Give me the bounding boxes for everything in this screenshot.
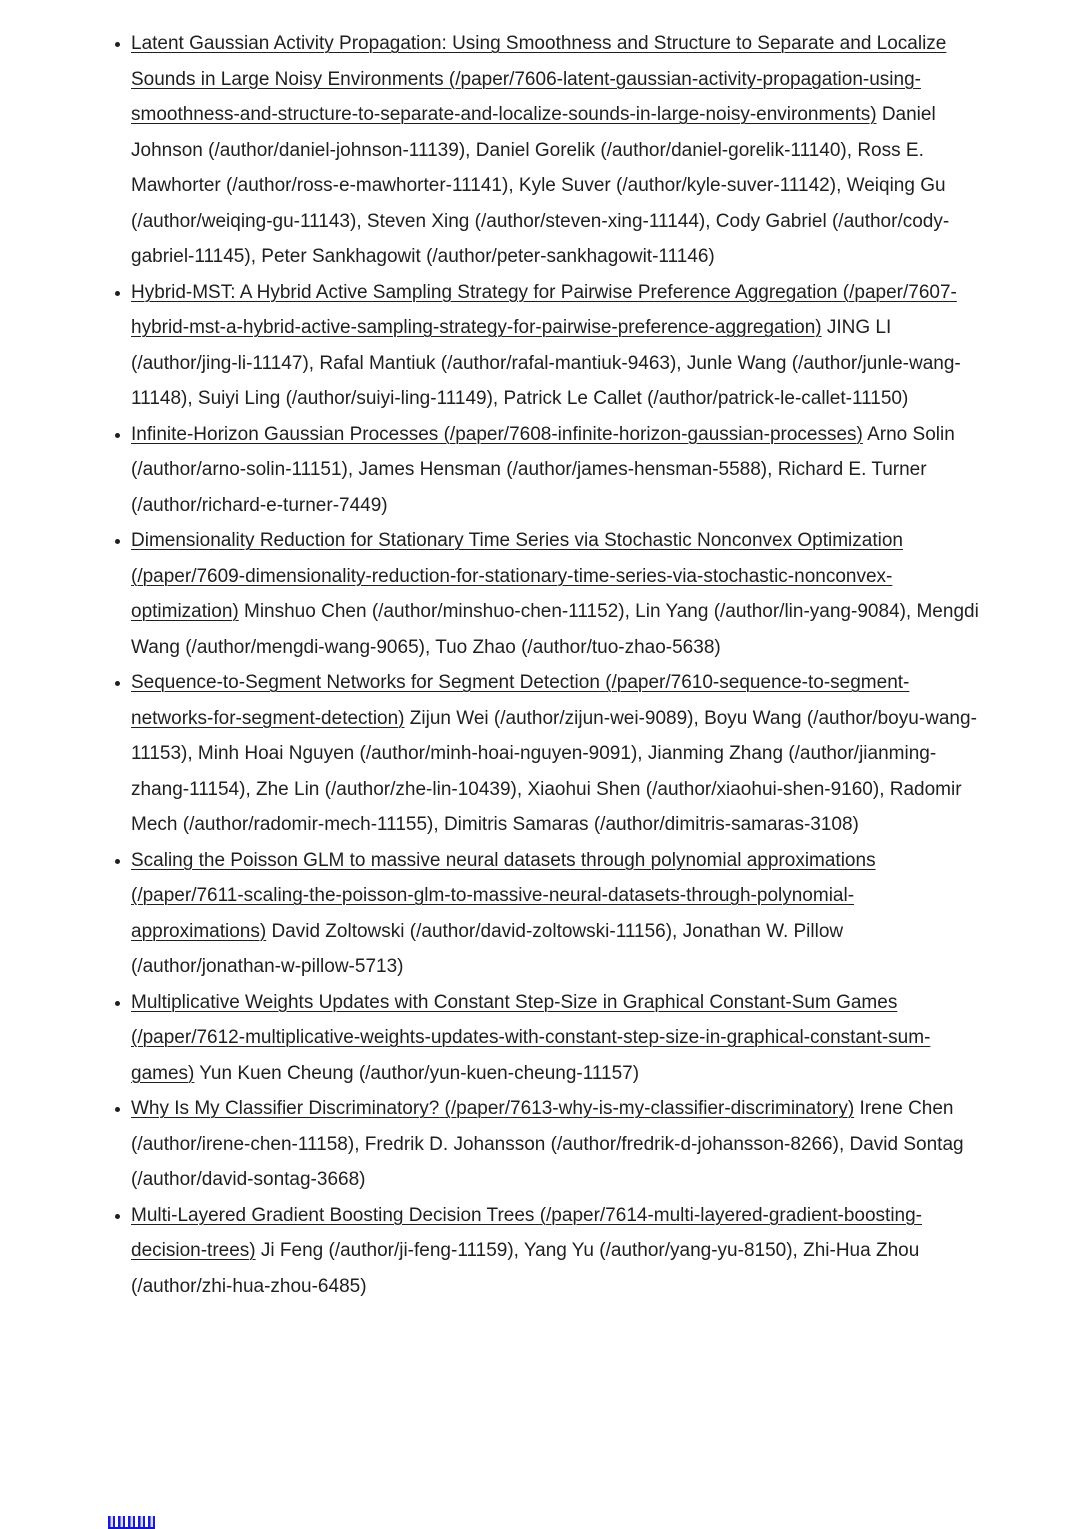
paper-url: (/paper/7606-latent-gaussian-activity-propagation-using-smoothness-and-structure-to-separate-and-localize-sounds-in-large-noisy-environments) <box>131 68 921 125</box>
paper-title-link[interactable] <box>131 33 946 125</box>
author-name: Radomir Mech <box>131 778 962 835</box>
author-name: Ji Feng <box>260 1240 324 1261</box>
author-url: (/author/zhi-hua-zhou-6485) <box>131 1275 367 1297</box>
author-name: Suiyi Ling <box>197 388 281 409</box>
author-url: (/author/david-sontag-3668) <box>131 1169 366 1190</box>
author-url: (/author/zhe-lin-10439) <box>324 778 517 800</box>
author-name: Zijun Wei <box>409 707 489 729</box>
author-name: Peter Sankhagowit <box>261 246 421 267</box>
author-link[interactable] <box>198 388 493 409</box>
author-url: (/author/tuo-zhao-5638) <box>521 636 721 658</box>
paper-url: (/paper/7607-hybrid-mst-a-hybrid-active-sampling-strategy-for-pairwise-preference-aggregation) <box>131 281 957 338</box>
author-url: (/author/richard-e-turner-7449) <box>131 494 388 516</box>
author-link[interactable] <box>410 708 694 729</box>
author-name: Minh Hoai Nguyen <box>197 743 355 764</box>
paper-title: Dimensionality Reduction for Stationary Time Series via Stochastic Nonconvex Optimization <box>131 530 903 551</box>
paper-list-item <box>131 985 985 1092</box>
author-link[interactable] <box>244 601 625 622</box>
author-name: Tuo Zhao <box>435 636 516 658</box>
paper-url: (/paper/7608-infinite-horizon-gaussian-processes) <box>443 423 863 445</box>
author-link[interactable] <box>261 246 714 267</box>
author-link[interactable] <box>358 459 767 480</box>
paper-title: Multi-Layered Gradient Boosting Decision Trees <box>131 1204 535 1226</box>
author-name: Kyle Suver <box>518 175 611 196</box>
author-name: Minshuo Chen <box>244 601 367 622</box>
author-name: Rafal Mantiuk <box>319 352 436 374</box>
author-url: (/author/david-zoltowski-11156) <box>409 920 673 942</box>
paper-list-item: • Infinite-Horizon Gaussian Processes (/paper/7608-infinite-horizon-gaussian-processes) Arno Solin (/author/arno-solin-11151), James Hensman (/author/james-hensman-5588), Richard E. Turner (/author/richard-e-turner-7449) <box>131 417 985 524</box>
paper-title: Sequence-to-Segment Networks for Segment Detection <box>131 672 600 693</box>
author-link[interactable] <box>503 388 908 409</box>
author-link[interactable] <box>271 921 672 942</box>
author-url: (/author/daniel-gorelik-11140) <box>600 139 847 161</box>
paper-url: (/paper/7609-dimensionality-reduction-for-stationary-time-series-via-stochastic-nonconvex-optimization) <box>131 565 893 622</box>
author-link[interactable] <box>476 140 847 161</box>
author-url: (/author/peter-sankhagowit-11146) <box>426 246 715 267</box>
author-url: (/author/steven-xing-11144) <box>474 210 706 232</box>
author-name: Ross E. Mawhorter <box>131 139 924 196</box>
author-url: (/author/mengdi-wang-9065) <box>185 636 425 658</box>
paper-title: Infinite-Horizon Gaussian Processes <box>131 423 439 445</box>
author-url: (/author/patrick-le-callet-11150) <box>647 388 909 409</box>
author-link[interactable] <box>199 1063 639 1084</box>
author-link[interactable] <box>256 779 517 800</box>
author-name: Irene Chen <box>859 1098 954 1119</box>
author-url: (/author/james-hensman-5588) <box>506 459 768 480</box>
author-url: (/author/yang-yu-8150) <box>599 1240 793 1261</box>
author-name: Daniel Gorelik <box>475 139 596 161</box>
author-name: Daniel Johnson <box>131 104 936 161</box>
author-link[interactable] <box>524 1240 793 1261</box>
paper-url: (/paper/7610-sequence-to-segment-networks-for-segment-detection) <box>131 672 910 729</box>
paper-url: (/paper/7612-multiplicative-weights-updates-with-constant-step-size-in-graphical-constant-sum-games) <box>131 1027 931 1084</box>
author-name: Junle Wang <box>686 352 787 374</box>
author-name: Xiaohui Shen <box>527 778 641 800</box>
author-url: (/author/xiaohui-shen-9160) <box>645 778 880 800</box>
author-url: (/author/suiyi-ling-11149) <box>285 388 493 409</box>
author-link[interactable] <box>635 601 906 622</box>
author-url: (/author/irene-chen-11158) <box>131 1133 355 1155</box>
author-name: Weiqing Gu <box>846 175 946 196</box>
author-link[interactable] <box>444 814 859 835</box>
author-url: (/author/lin-yang-9084) <box>713 601 906 622</box>
author-name: Yun Kuen Cheung <box>199 1062 354 1084</box>
author-name: Yang Yu <box>523 1240 594 1261</box>
author-name: Fredrik D. Johansson <box>364 1133 546 1155</box>
author-name: Cody Gabriel <box>715 210 827 232</box>
paper-url: (/paper/7611-scaling-the-poisson-glm-to-massive-neural-datasets-through-polynomial-approximations) <box>131 885 855 942</box>
paper-list-item: • Why Is My Classifier Discriminatory? (/paper/7613-why-is-my-classifier-discriminatory) Irene Chen (/author/irene-chen-11158), Fredrik D. Johansson (/author/fredrik-d-johansson-8266), David Sontag (/author/david-sontag-3668) <box>131 1091 985 1198</box>
author-link[interactable] <box>261 1240 514 1261</box>
author-url: (/author/ross-e-mawhorter-11141) <box>226 175 509 196</box>
paper-list-item: • Hybrid-MST: A Hybrid Active Sampling Strategy for Pairwise Preference Aggregation (/paper/7607-hybrid-mst-a-hybrid-active-sampling-strategy-for-pairwise-preference-aggregation) JING LI (/author/jing-li-11147), Rafal Mantiuk (/author/rafal-mantiuk-9463), Junle Wang (/author/junle-wang-11148), Suiyi Ling (/author/suiyi-ling-11149), Patrick Le Callet (/author/patrick-le-callet-11150) <box>131 275 985 417</box>
paper-title: Scaling the Poisson GLM to massive neural datasets through polynomial approximations <box>131 849 876 871</box>
author-url: (/author/boyu-wang-11153) <box>131 707 977 764</box>
paper-title-link[interactable] <box>131 424 863 445</box>
paper-title: Latent Gaussian Activity Propagation: Using Smoothness and Structure to Separate and Localize Sounds in Large Noisy Environments <box>131 33 947 90</box>
author-url: (/author/jing-li-11147) <box>131 352 309 374</box>
author-url: (/author/yun-kuen-cheung-11157) <box>358 1062 640 1084</box>
paper-title: Why Is My Classifier Discriminatory? <box>131 1098 440 1119</box>
author-url: (/author/fredrik-d-johansson-8266) <box>550 1133 839 1155</box>
author-url: (/author/kyle-suver-11142) <box>616 175 837 196</box>
author-name: Steven Xing <box>366 210 470 232</box>
author-url: (/author/ji-feng-11159) <box>328 1240 514 1261</box>
author-name: David Zoltowski <box>271 920 405 942</box>
author-name: Boyu Wang <box>704 707 802 729</box>
author-url: (/author/dimitris-samaras-3108) <box>593 814 859 835</box>
author-link[interactable] <box>519 175 836 196</box>
author-name: Mengdi Wang <box>131 601 979 658</box>
author-url: (/author/weiqing-gu-11143) <box>131 210 357 232</box>
paper-list-item: • Latent Gaussian Activity Propagation: Using Smoothness and Structure to Separate and Localize Sounds in Large Noisy Environments (/paper/7606-latent-gaussian-activity-propagation-using-smoothness-and-structure-to-separate-and-localize-sounds-in-large-noisy-environments) Daniel Johnson (/author/daniel-johnson-11139), Daniel Gorelik (/author/daniel-gorelik-11140), Ross E. Mawhorter (/author/ross-e-mawhorter-11141), Kyle Suver (/author/kyle-suver-11142), Weiqing Gu (/author/weiqing-gu-11143), Steven Xing (/author/steven-xing-11144), Cody Gabriel (/author/cody-gabriel-11145), Peter Sankhagowit (/author/peter-sankhagowit-11146) <box>131 26 985 275</box>
author-url: (/author/jianming-zhang-11154) <box>131 743 937 800</box>
author-name: Dimitris Samaras <box>443 814 589 835</box>
author-url: (/author/daniel-johnson-11139) <box>208 139 466 161</box>
author-url: (/author/rafal-mantiuk-9463) <box>440 352 677 374</box>
author-name: Zhi-Hua Zhou <box>803 1240 920 1261</box>
author-url: (/author/radomir-mech-11155) <box>182 814 434 835</box>
paper-url: (/paper/7614-multi-layered-gradient-boosting-decision-trees) <box>131 1204 923 1261</box>
paper-url: (/paper/7613-why-is-my-classifier-discriminatory) <box>444 1098 855 1119</box>
paper-title-link[interactable] <box>131 1098 854 1119</box>
author-name: James Hensman <box>358 459 501 480</box>
author-url: (/author/junle-wang-11148) <box>131 352 961 409</box>
author-name: Arno Solin <box>867 423 955 445</box>
truncated-link-fragment[interactable] <box>108 1516 155 1529</box>
author-name: Jianming Zhang <box>647 743 784 764</box>
paper-title: Hybrid-MST: A Hybrid Active Sampling Strategy for Pairwise Preference Aggregation <box>131 281 838 303</box>
author-name: Lin Yang <box>635 601 709 622</box>
author-link[interactable] <box>367 211 705 232</box>
author-url: (/author/arno-solin-11151) <box>131 459 348 480</box>
author-url: (/author/minshuo-chen-11152) <box>371 601 625 622</box>
paper-list-item: • Multi-Layered Gradient Boosting Decision Trees (/paper/7614-multi-layered-gradient-boosting-decision-trees) Ji Feng (/author/ji-feng-11159), Yang Yu (/author/yang-yu-8150), Zhi-Hua Zhou (/author/zhi-hua-zhou-6485) <box>131 1198 985 1305</box>
author-name: David Sontag <box>849 1133 964 1155</box>
author-name: Richard E. Turner <box>777 459 927 480</box>
author-name: Patrick Le Callet <box>503 388 642 409</box>
author-link[interactable] <box>319 353 676 374</box>
paper-list-item: • Dimensionality Reduction for Stationary Time Series via Stochastic Nonconvex Optimization (/paper/7609-dimensionality-reduction-for-stationary-time-series-via-stochastic-nonconvex-optimization) Minshuo Chen (/author/minshuo-chen-11152), Lin Yang (/author/lin-yang-9084), Mengdi Wang (/author/mengdi-wang-9065), Tuo Zhao (/author/tuo-zhao-5638) <box>131 523 985 665</box>
paper-list-item: • Scaling the Poisson GLM to massive neural datasets through polynomial approximations (/paper/7611-scaling-the-poisson-glm-to-massive-neural-datasets-through-polynomial-approximations) David Zoltowski (/author/david-zoltowski-11156), Jonathan W. Pillow (/author/jonathan-w-pillow-5713) <box>131 843 985 985</box>
author-url: (/author/jonathan-w-pillow-5713) <box>131 956 404 977</box>
author-name: Zhe Lin <box>256 778 320 800</box>
author-link[interactable] <box>365 1134 839 1155</box>
author-url: (/author/zijun-wei-9089) <box>493 707 694 729</box>
author-link[interactable] <box>527 779 879 800</box>
author-url: (/author/minh-hoai-nguyen-9091) <box>359 743 638 764</box>
author-link[interactable] <box>198 743 637 764</box>
author-url: (/author/cody-gabriel-11145) <box>131 210 950 267</box>
author-link[interactable] <box>435 637 721 658</box>
author-name: JING LI <box>826 317 892 338</box>
paper-list-item: • Sequence-to-Segment Networks for Segment Detection (/paper/7610-sequence-to-segment-networks-for-segment-detection) Zijun Wei (/author/zijun-wei-9089), Boyu Wang (/author/boyu-wang-11153), Minh Hoai Nguyen (/author/minh-hoai-nguyen-9091), Jianming Zhang (/author/jianming-zhang-11154), Zhe Lin (/author/zhe-lin-10439), Xiaohui Shen (/author/xiaohui-shen-9160), Radomir Mech (/author/radomir-mech-11155), Dimitris Samaras (/author/dimitris-samaras-3108) <box>131 665 985 843</box>
author-name: Jonathan W. Pillow <box>682 920 844 942</box>
paper-title: Multiplicative Weights Updates with Constant Step-Size in Graphical Constant-Sum Games <box>131 991 898 1013</box>
